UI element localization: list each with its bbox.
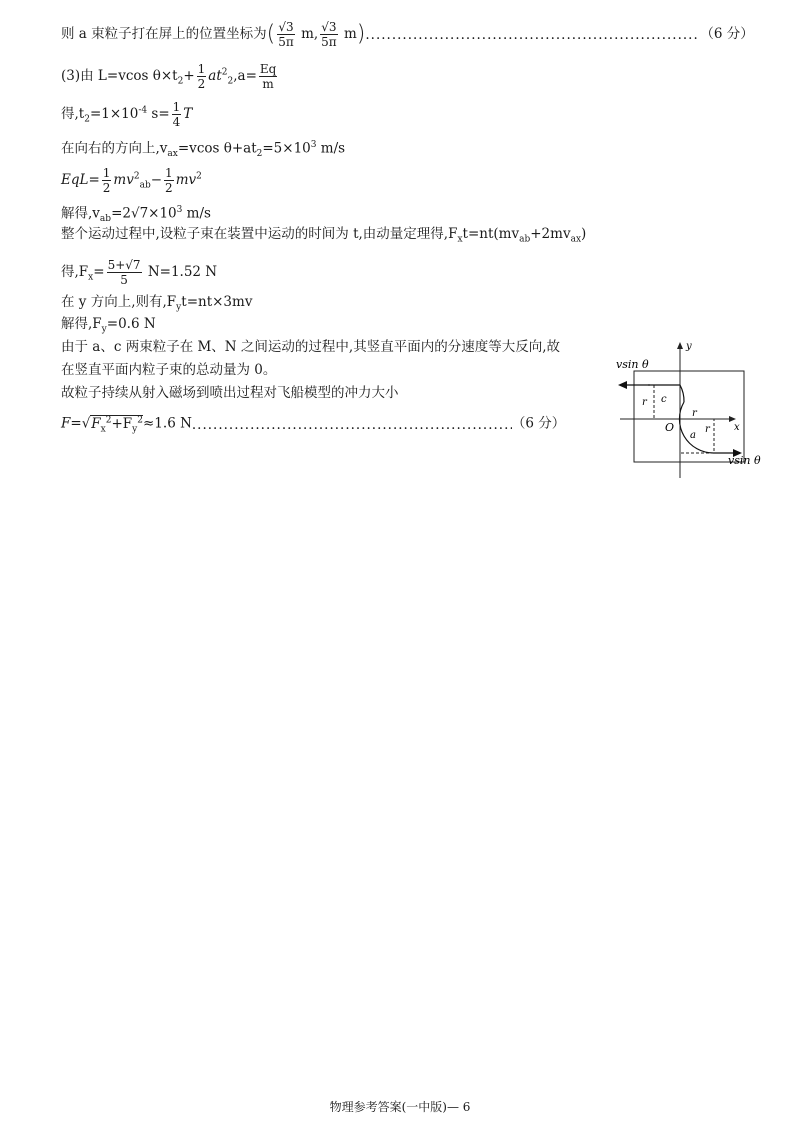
l6-sub: ab bbox=[99, 214, 112, 225]
l8-eq: = bbox=[93, 264, 105, 280]
l8-text: 得,F bbox=[61, 264, 89, 280]
l14-sup2: 2 bbox=[137, 415, 143, 425]
label-O: O bbox=[665, 421, 675, 434]
l6-text: 解得,v bbox=[61, 205, 100, 222]
line-2 bbox=[61, 62, 279, 92]
score-2: （6 分） bbox=[511, 415, 566, 432]
label-y: y bbox=[686, 341, 692, 352]
arrow-left bbox=[618, 381, 627, 389]
line-4 bbox=[61, 135, 345, 164]
l4-eq: =vcos θ+at bbox=[177, 140, 257, 157]
l3-frac-den: 4 bbox=[172, 115, 181, 129]
label-vsin-bottom: vsin θ bbox=[728, 454, 761, 467]
l3-sub: 2 bbox=[84, 114, 90, 125]
l2-eq-frac bbox=[259, 62, 277, 91]
l5-sup: 2 bbox=[133, 171, 140, 182]
l2-half-num: 1 bbox=[197, 62, 206, 76]
l4-sub: ax bbox=[167, 149, 178, 160]
l9-sub: y bbox=[176, 302, 182, 313]
l2-prefix: (3)由 L=vcos θ×t bbox=[61, 68, 178, 84]
l7-sub: x bbox=[457, 234, 463, 245]
l8-frac bbox=[107, 258, 142, 287]
l5-mv2: mv bbox=[175, 172, 197, 188]
l5-h1d: 2 bbox=[102, 181, 111, 195]
line-1 bbox=[61, 20, 754, 49]
l2-a: ,a= bbox=[233, 68, 257, 84]
l6-unit: m/s bbox=[182, 205, 211, 222]
l4-sub2: 2 bbox=[256, 149, 263, 160]
l10-text: 解得,F bbox=[61, 316, 102, 332]
l4-val: =5×10 bbox=[262, 140, 311, 157]
l3-frac-num: 1 bbox=[172, 100, 181, 114]
l1-text: 则 a 束粒子打在屏上的位置坐标为 bbox=[61, 26, 267, 42]
l3-text: 得,t bbox=[61, 106, 85, 122]
label-x: x bbox=[734, 422, 740, 433]
l8-frac-num: 5+√7 bbox=[107, 258, 141, 272]
l7-text: 整个运动过程中,设粒子束在装置中运动的时间为 t,由动量定理得,F bbox=[61, 226, 458, 242]
line-13: 故粒子持续从射入磁场到喷出过程对飞船模型的冲力大小 bbox=[61, 385, 399, 401]
motion-diagram bbox=[606, 340, 766, 480]
l2-eq-den: m bbox=[262, 77, 274, 91]
coord-den-2: 5π bbox=[321, 35, 337, 49]
leader-dots bbox=[365, 29, 700, 49]
l14-sub2: y bbox=[132, 424, 138, 435]
l7-close: ) bbox=[581, 226, 587, 242]
paren-open: ( bbox=[266, 21, 276, 47]
l5-sub: ab bbox=[139, 180, 151, 191]
label-vsin-top: vsin θ bbox=[616, 358, 649, 371]
l3-T: T bbox=[183, 106, 193, 122]
l14-plus: +F bbox=[111, 415, 133, 432]
l9-rest: t=nt×3mv bbox=[181, 294, 253, 310]
l7-sub2: ab bbox=[519, 234, 531, 245]
l4-text: 在向右的方向上,v bbox=[61, 140, 168, 157]
line-11: 由于 a、c 两束粒子在 M、N 之间运动的过程中,其竖直平面内的分速度等大反向,故 bbox=[61, 339, 560, 355]
coord-num-2: √3 bbox=[321, 20, 337, 34]
label-r-mid: r bbox=[692, 408, 697, 419]
label-a: a bbox=[690, 430, 696, 441]
l14-sup: 2 bbox=[105, 415, 112, 425]
line-5 bbox=[61, 166, 202, 196]
l3-exp: -4 bbox=[138, 105, 148, 116]
l7-rest: t=nt(mv bbox=[462, 226, 520, 242]
l3-frac bbox=[172, 100, 182, 129]
label-c: c bbox=[661, 394, 667, 405]
line-12: 在竖直平面内粒子束的总动量为 0。 bbox=[61, 362, 277, 378]
dashed-upper bbox=[654, 385, 680, 419]
line-3 bbox=[61, 100, 192, 130]
l5-half-1 bbox=[102, 166, 112, 195]
l1-unit2: m bbox=[343, 26, 357, 42]
line-10 bbox=[61, 314, 156, 340]
l2-at: at bbox=[208, 68, 222, 84]
l8-sub: x bbox=[88, 272, 94, 283]
label-r-right: r bbox=[705, 424, 710, 435]
l3-s: s= bbox=[147, 106, 170, 122]
l2-half-den: 2 bbox=[197, 77, 206, 91]
l14-sub: x bbox=[100, 424, 106, 435]
l10-sub: y bbox=[101, 324, 107, 335]
coord-num-1: √3 bbox=[278, 20, 294, 34]
line-7 bbox=[61, 224, 586, 250]
coord-frac-1 bbox=[277, 20, 295, 49]
l5-sup2: 2 bbox=[196, 171, 202, 182]
l2-sub2: 2 bbox=[227, 76, 234, 87]
leader-dots-2 bbox=[192, 419, 512, 439]
l5-h1n: 1 bbox=[102, 166, 111, 180]
l9-text: 在 y 方向上,则有,F bbox=[61, 294, 177, 310]
l5-half-2 bbox=[164, 166, 174, 195]
l7-sub3: ax bbox=[570, 234, 582, 245]
l5-h2d: 2 bbox=[165, 181, 173, 195]
l8-frac-den: 5 bbox=[120, 273, 128, 287]
l14-rad: F bbox=[91, 415, 101, 432]
l2-eq-num: Eq bbox=[259, 62, 277, 76]
l5-minus: − bbox=[150, 172, 163, 188]
y-arrow bbox=[677, 342, 683, 349]
l4-unit: m/s bbox=[316, 140, 346, 157]
score-1: （6 分） bbox=[700, 26, 754, 42]
l14-F: F= bbox=[61, 415, 82, 432]
l4-exp: 3 bbox=[310, 140, 317, 150]
line-8 bbox=[61, 258, 217, 288]
page-footer: 物理参考答案(一中版)— 6 bbox=[329, 1100, 471, 1114]
l14-radical bbox=[90, 415, 143, 435]
l8-val: N=1.52 N bbox=[143, 264, 218, 280]
l2-half bbox=[197, 62, 207, 91]
l7-plus: +2mv bbox=[530, 226, 571, 242]
coord-frac-2 bbox=[320, 20, 338, 49]
l2-sup: 2 bbox=[221, 67, 228, 78]
l14-val: ≈1.6 N bbox=[143, 415, 192, 432]
l3-val: =1×10 bbox=[89, 106, 139, 122]
l6-exp: 3 bbox=[176, 205, 183, 215]
label-r-left: r bbox=[642, 397, 647, 408]
l5-h2n: 1 bbox=[165, 166, 173, 180]
l2-plus: + bbox=[183, 68, 195, 84]
l1-unit: m, bbox=[301, 26, 319, 42]
l10-val: =0.6 N bbox=[106, 316, 156, 332]
paren-close: ) bbox=[356, 21, 366, 47]
l5-mv: mv bbox=[113, 172, 134, 188]
l6-val: =2√7×10 bbox=[111, 205, 177, 222]
coord-den-1: 5π bbox=[278, 35, 294, 49]
l5-lhs: EqL= bbox=[61, 172, 100, 188]
line-14: $F=√F_x^2+F_y^2\approx 1.6$ N····· （6 分） bbox=[61, 410, 565, 439]
l2-sub: 2 bbox=[177, 76, 184, 87]
